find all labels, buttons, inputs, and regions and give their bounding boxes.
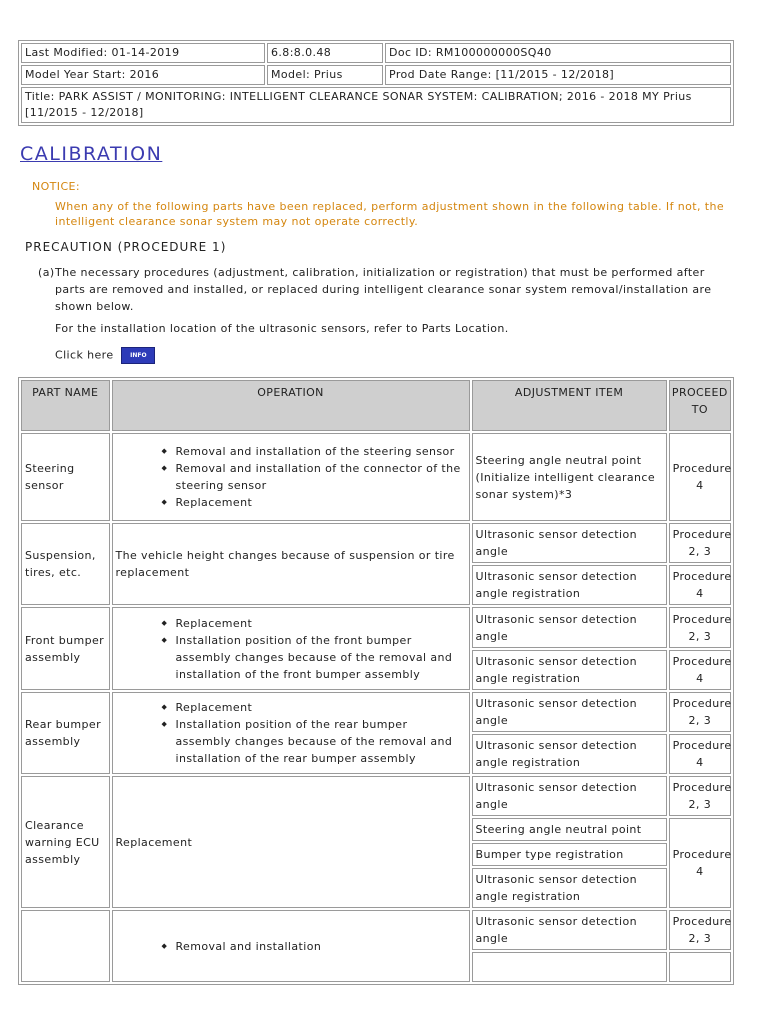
- proceed-cell: Procedure 2, 3: [669, 523, 731, 563]
- operation-item: ◆ Replacement: [176, 494, 466, 511]
- part-name-cell: Rear bumper assembly: [21, 692, 110, 774]
- last-modified: Last Modified: 01-14-2019: [21, 43, 265, 63]
- adjustment-cell: Ultrasonic sensor detection angle registration: [472, 868, 667, 908]
- proceed-cell: Procedure 4: [669, 565, 731, 605]
- adjustment-cell: Ultrasonic sensor detection angle: [472, 607, 667, 648]
- proceed-cell: Procedure 4: [669, 433, 731, 521]
- operation-cell: [112, 433, 470, 521]
- version-number: 6.8:8.0.48: [267, 43, 383, 63]
- table-row: [21, 523, 731, 563]
- part-name-cell: Suspension, tires, etc.: [21, 523, 110, 605]
- part-name-cell: Front bumper assembly: [21, 607, 110, 690]
- prod-date-range: Prod Date Range: [11/2015 - 12/2018]: [385, 65, 731, 85]
- info-button[interactable]: INFO: [121, 347, 155, 364]
- table-header-row: [21, 380, 731, 431]
- step-a: [38, 264, 728, 315]
- doc-id: Doc ID: RM100000000SQ40: [385, 43, 731, 63]
- step-a-text: The necessary procedures (adjustment, calibration, initialization or registration) that must be performed after parts are removed and installed, or replaced during intelligent clearance sonar system removal/installation are shown below.: [55, 266, 712, 313]
- document-meta-table: [18, 40, 734, 126]
- adjustment-cell: [472, 952, 667, 982]
- calibration-heading-link[interactable]: CALIBRATION: [20, 143, 163, 165]
- adjustment-cell: Ultrasonic sensor detection angle: [472, 776, 667, 816]
- proceed-cell: Procedure 4: [669, 818, 731, 908]
- model-year-start: Model Year Start: 2016: [21, 65, 265, 85]
- adjustment-cell: Bumper type registration: [472, 843, 667, 866]
- proceed-cell: Procedure 2, 3: [669, 776, 731, 816]
- adjustment-cell: Ultrasonic sensor detection angle: [472, 523, 667, 563]
- table-row: [21, 607, 731, 648]
- notice-text: When any of the following parts have been replaced, perform adjustment shown in the following table. If not, the intelligent clearance sonar system may not operate correctly.: [55, 200, 724, 228]
- table-row: [21, 433, 731, 521]
- adjustment-cell: Steering angle neutral point: [472, 818, 667, 841]
- proceed-cell: Procedure 4: [669, 650, 731, 690]
- precaution-heading: PRECAUTION (PROCEDURE 1): [25, 240, 227, 254]
- procedure-table: [18, 377, 734, 985]
- operation-cell: [112, 910, 470, 982]
- operation-item: ◆ Installation position of the front bumper assembly changes because of the removal and installation of the front bumper assembly: [176, 632, 466, 683]
- operation-cell: Replacement: [112, 776, 470, 908]
- adjustment-cell: Ultrasonic sensor detection angle registration: [472, 565, 667, 605]
- model-name: Model: Prius: [267, 65, 383, 85]
- step-a-label: (a): [38, 266, 55, 279]
- adjustment-cell: Ultrasonic sensor detection angle registration: [472, 734, 667, 774]
- click-here-row: [55, 347, 155, 364]
- operation-item: ◆ Installation position of the rear bumper assembly changes because of the removal and installation of the rear bumper assembly: [176, 716, 466, 767]
- notice-label: NOTICE:: [32, 180, 80, 193]
- operation-item: ◆ Removal and installation of the connector of the steering sensor: [176, 460, 466, 494]
- operation-cell: The vehicle height changes because of suspension or tire replacement: [112, 523, 470, 605]
- operation-item: ◆ Replacement: [176, 699, 466, 716]
- proceed-cell: [669, 952, 731, 982]
- header-operation: OPERATION: [112, 380, 470, 431]
- proceed-cell: Procedure 2, 3: [669, 607, 731, 648]
- header-adjustment-item: ADJUSTMENT ITEM: [472, 380, 667, 431]
- proceed-cell: Procedure 2, 3: [669, 692, 731, 732]
- operation-item: ◆ Removal and installation of the steering sensor: [176, 443, 466, 460]
- proceed-cell: Procedure 2, 3: [669, 910, 731, 950]
- operation-item: ◆ Replacement: [176, 615, 466, 632]
- operation-cell: [112, 692, 470, 774]
- adjustment-cell: Ultrasonic sensor detection angle registration: [472, 650, 667, 690]
- adjustment-cell: Steering angle neutral point (Initialize intelligent clearance sonar system)*3: [472, 433, 667, 521]
- header-proceed-to: PROCEED TO: [669, 380, 731, 431]
- adjustment-cell: Ultrasonic sensor detection angle: [472, 910, 667, 950]
- table-row: [21, 692, 731, 732]
- operation-item: ◆ Removal and installation: [176, 938, 466, 955]
- table-row: [21, 910, 731, 950]
- part-name-cell: Clearance warning ECU assembly: [21, 776, 110, 908]
- install-location-text: For the installation location of the ultrasonic sensors, refer to Parts Location.: [55, 322, 509, 335]
- table-row: [21, 776, 731, 816]
- document-title: Title: PARK ASSIST / MONITORING: INTELLIGENT CLEARANCE SONAR SYSTEM: CALIBRATION; 2016 - 2018 MY Prius [11/2015 - 12/2018]: [21, 87, 731, 123]
- part-name-cell: [21, 910, 110, 982]
- adjustment-cell: Ultrasonic sensor detection angle: [472, 692, 667, 732]
- header-part-name: PART NAME: [21, 380, 110, 431]
- click-here-text: Click here: [55, 348, 114, 362]
- part-name-cell: Steering sensor: [21, 433, 110, 521]
- proceed-cell: Procedure 4: [669, 734, 731, 774]
- operation-cell: [112, 607, 470, 690]
